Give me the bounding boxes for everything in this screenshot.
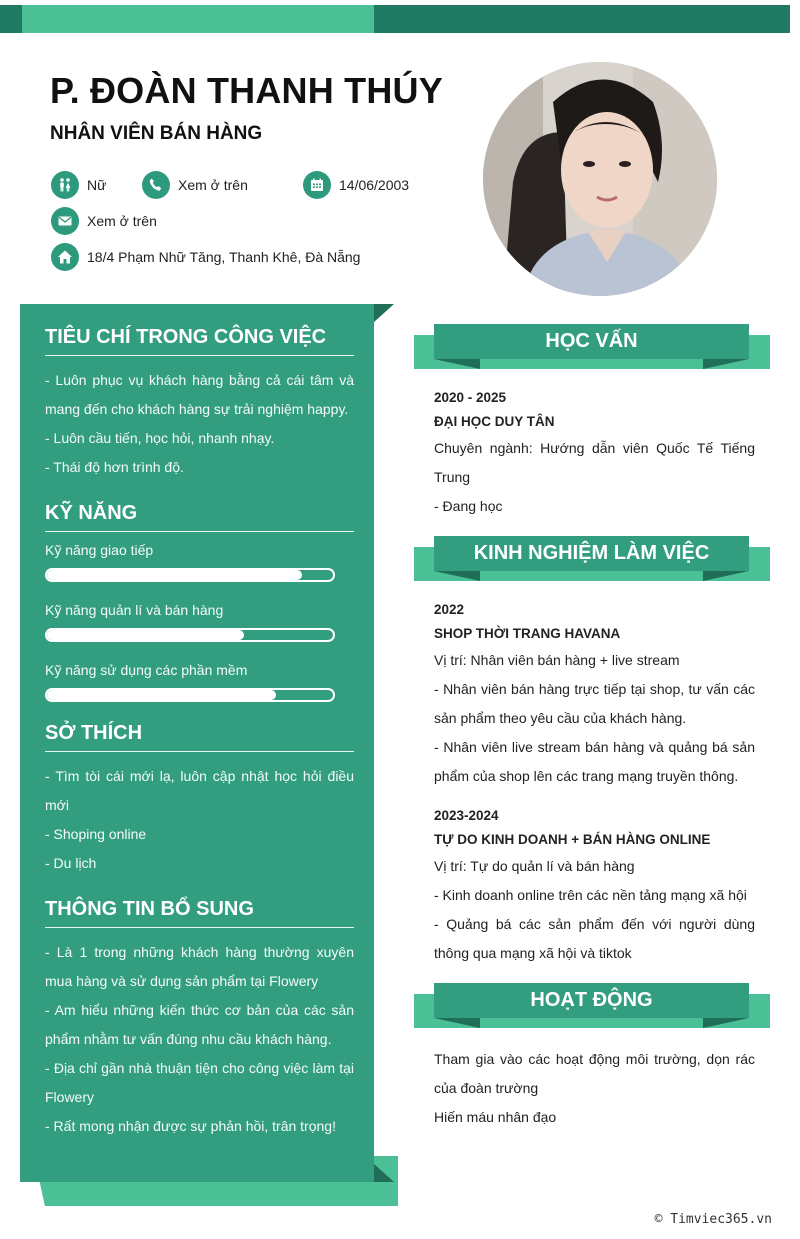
- experience-job: [434, 804, 755, 968]
- email-value: Xem ở trên: [87, 213, 157, 229]
- info-phone: [142, 171, 248, 199]
- criteria-section: [45, 326, 354, 482]
- skill-label: Kỹ năng sử dụng các phần mềm: [45, 662, 248, 678]
- info-gender: [51, 171, 106, 199]
- gender-icon: [51, 171, 79, 199]
- skill-bar-fill: [47, 570, 302, 580]
- extra-title: THÔNG TIN BỔ SUNG: [45, 898, 354, 928]
- experience-title: KINH NGHIỆM LÀM VIỆC: [434, 536, 749, 571]
- phone-value: Xem ở trên: [178, 177, 248, 193]
- skill-bar-fill: [47, 690, 276, 700]
- candidate-name: P. ĐOÀN THANH THÚY: [50, 70, 443, 111]
- criteria-item: - Luôn cầu tiến, học hỏi, nhanh nhạy.: [45, 430, 275, 446]
- extra-item: - Am hiểu những kiến thức cơ bản của các sản phẩm nhằm tư vấn đúng nhu cầu khách hàng.: [45, 1002, 354, 1047]
- job-line: - Nhân viên live stream bán hàng và quảng bá sản phẩm của shop lên các trang mạng truyền thông.: [434, 739, 755, 784]
- left-panel-fold-top: [374, 304, 394, 322]
- info-birthday: [303, 171, 409, 199]
- hobby-item: - Tìm tòi cái mới lạ, luôn cập nhật học hỏi điều mới: [45, 768, 354, 813]
- skills-title: KỸ NĂNG: [45, 502, 354, 532]
- criteria-title: TIÊU CHÍ TRONG CÔNG VIỆC: [45, 326, 354, 356]
- left-panel-fold-bottom: [374, 1164, 394, 1182]
- top-bar-accent: [22, 5, 374, 33]
- criteria-item: - Thái độ hơn trình độ.: [45, 459, 184, 475]
- hobby-item: - Du lịch: [45, 855, 97, 871]
- candidate-position: NHÂN VIÊN BÁN HÀNG: [50, 123, 263, 144]
- email-icon: [51, 207, 79, 235]
- extra-item: - Địa chỉ gần nhà thuận tiện cho công việc làm tại Flowery: [45, 1060, 354, 1105]
- job-company: SHOP THỜI TRANG HAVANA: [434, 626, 621, 641]
- extra-item: - Là 1 trong những khách hàng thường xuyên mua hàng và sử dụng sản phẩm tại Flowery: [45, 944, 354, 989]
- skill-bar-fill: [47, 630, 244, 640]
- skill-bar: [45, 568, 335, 582]
- skill-label: Kỹ năng giao tiếp: [45, 542, 154, 558]
- education-school: ĐẠI HỌC DUY TÂN: [434, 414, 555, 429]
- job-line: - Nhân viên bán hàng trực tiếp tại shop, tư vấn các sản phẩm theo yêu cầu của khách hàng.: [434, 681, 755, 726]
- home-icon: [51, 243, 79, 271]
- skills-section: [45, 502, 354, 702]
- education-years: 2020 - 2025: [434, 390, 507, 405]
- calendar-icon: [303, 171, 331, 199]
- skill-bar: [45, 628, 335, 642]
- job-years: 2022: [434, 602, 465, 617]
- skill-label: Kỹ năng quản lí và bán hàng: [45, 602, 224, 618]
- job-line: Vị trí: Nhân viên bán hàng + live stream: [434, 652, 680, 668]
- left-panel: [20, 304, 374, 1182]
- education-line: Chuyên ngành: Hướng dẫn viên Quốc Tế Tiếng Trung: [434, 440, 755, 485]
- hobbies-section: [45, 722, 354, 878]
- experience-job: [434, 598, 755, 791]
- education-ribbon: [414, 324, 770, 394]
- activities-content: [434, 1045, 755, 1132]
- experience-ribbon: [414, 536, 770, 606]
- birthday-value: 14/06/2003: [339, 177, 410, 193]
- education-title: HỌC VẤN: [434, 324, 749, 359]
- hobby-item: - Shoping online: [45, 826, 147, 842]
- activity-line: Hiến máu nhân đạo: [434, 1109, 557, 1125]
- activities-title: HOẠT ĐỘNG: [434, 983, 749, 1018]
- info-address: [51, 243, 360, 271]
- job-years: 2023-2024: [434, 808, 499, 823]
- hobbies-title: SỞ THÍCH: [45, 722, 354, 752]
- job-line: Vị trí: Tự do quản lí và bán hàng: [434, 858, 635, 874]
- phone-icon: [142, 171, 170, 199]
- extra-section: [45, 898, 354, 1141]
- gender-value: Nữ: [87, 177, 107, 193]
- education-line: - Đang học: [434, 498, 503, 514]
- activity-line: Tham gia vào các hoạt động môi trường, dọn rác của đoàn trường: [434, 1051, 755, 1096]
- education-content: [434, 386, 755, 521]
- profile-photo: [483, 62, 717, 296]
- info-email: [51, 207, 157, 235]
- address-value: 18/4 Phạm Nhữ Tăng, Thanh Khê, Đà Nẵng: [87, 249, 361, 265]
- skill-bar: [45, 688, 335, 702]
- job-line: - Quảng bá các sản phẩm đến với người dùng thông qua mạng xã hội và tiktok: [434, 916, 755, 961]
- activities-ribbon: [414, 983, 770, 1053]
- criteria-item: - Luôn phục vụ khách hàng bằng cả cái tâm và mang đến cho khách hàng sự trải nghiệm happy.: [45, 372, 354, 417]
- job-company: TỰ DO KINH DOANH + BÁN HÀNG ONLINE: [434, 832, 711, 847]
- job-line: - Kinh doanh online trên các nền tảng mạng xã hội: [434, 887, 747, 903]
- extra-item: - Rất mong nhận được sự phản hồi, trân trọng!: [45, 1118, 336, 1134]
- copyright[interactable]: © Timviec365.vn: [654, 1212, 772, 1227]
